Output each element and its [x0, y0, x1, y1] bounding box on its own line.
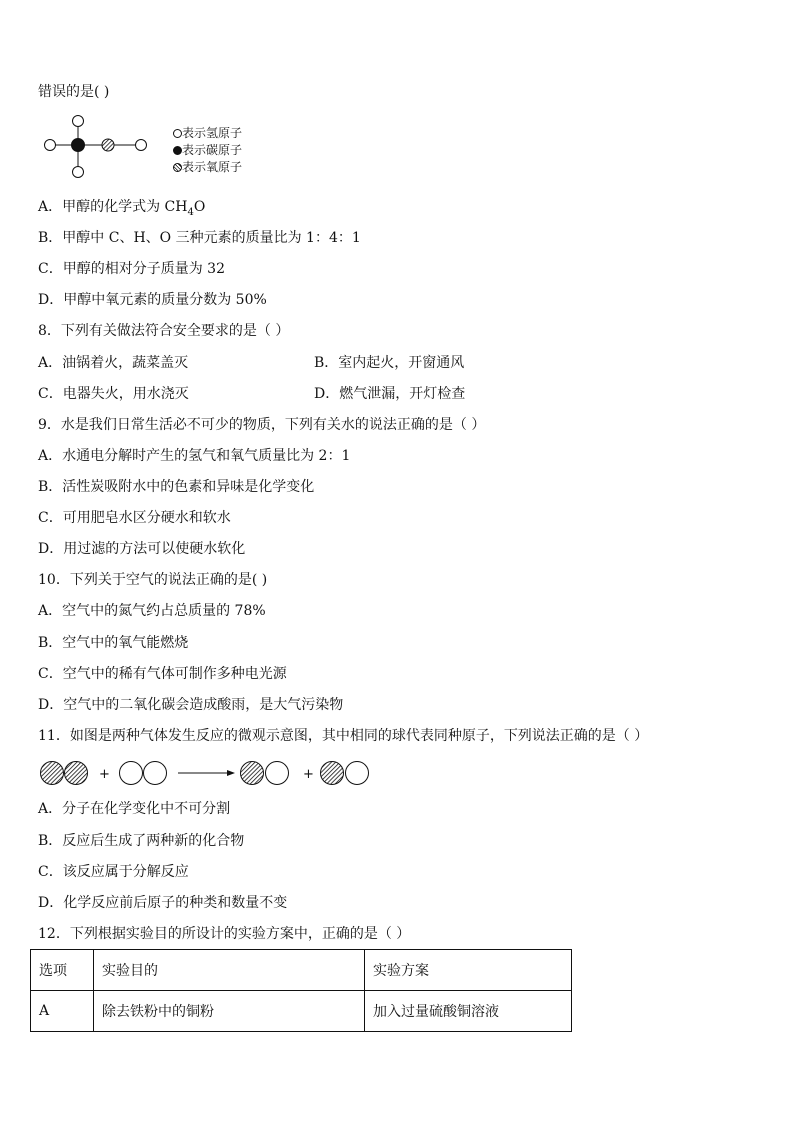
question-7-tail: 错误的是( ): [38, 84, 110, 100]
table-cell: A: [31, 991, 94, 1032]
q9-option-a: A．水通电分解时产生的氢气和氧气质量比为 2：1: [38, 448, 351, 464]
q11-option-b: B．反应后生成了两种新的化合物: [38, 833, 245, 849]
table-header-cell: 实验目的: [94, 950, 365, 991]
table-cell: 除去铁粉中的铜粉: [94, 991, 365, 1032]
q7-option-c: C．甲醇的相对分子质量为 32: [38, 261, 225, 277]
q9-option-b: B．活性炭吸附水中的色素和异味是化学变化: [38, 479, 315, 495]
question-9-stem: 9．水是我们日常生活必不可少的物质，下列有关水的说法正确的是（ ）: [38, 417, 486, 433]
q7-option-d: D．甲醇中氧元素的质量分数为 50%: [38, 292, 267, 308]
q7-option-b: B．甲醇中 C、H、O 三种元素的质量比为 1：4：1: [38, 230, 361, 246]
oxygen-atom: [102, 139, 114, 151]
q8-option-b: B．室内起火，开窗通风: [314, 355, 465, 371]
white-circle-icon: [173, 129, 182, 138]
question-12-stem: 12．下列根据实验目的所设计的实验方案中，正确的是（ ）: [38, 926, 411, 942]
q11-option-c: C．该反应属于分解反应: [38, 864, 189, 880]
q8-option-d: D．燃气泄漏，开灯检查: [314, 386, 466, 402]
question-11-stem: 11．如图是两种气体发生反应的微观示意图，其中相同的球代表同种原子，下列说法正确的是（ ）: [38, 728, 649, 744]
hydrogen-atom: [73, 116, 84, 127]
table-header-cell: 选项: [31, 950, 94, 991]
legend-carbon: 表示碳原子: [173, 142, 242, 158]
hydrogen-atom: [73, 167, 84, 178]
plus-sign: +: [99, 767, 110, 782]
hatched-circle-icon: [173, 163, 182, 172]
experiment-table: [30, 949, 572, 1032]
hydrogen-atom: [45, 140, 56, 151]
reaction-diagram: [38, 758, 378, 790]
carbon-atom: [72, 139, 85, 152]
q9-option-c: C．可用肥皂水区分硬水和软水: [38, 510, 231, 526]
q8-option-a: A．油锅着火，蔬菜盖灭: [38, 355, 189, 371]
question-10-stem: 10．下列关于空气的说法正确的是( ): [38, 572, 268, 588]
table-row: [31, 991, 572, 1032]
q10-option-c: C．空气中的稀有气体可制作多种电光源: [38, 666, 287, 682]
q7-option-a: A．甲醇的化学式为 $CH_4O$: [38, 199, 206, 218]
table-header-row: [31, 950, 572, 991]
q11-option-a: A．分子在化学变化中不可分割: [38, 801, 231, 817]
q11-option-d: D．化学反应前后原子的种类和数量不变: [38, 895, 288, 911]
plus-sign: +: [303, 767, 314, 782]
legend-oxygen: 表示氧原子: [173, 159, 242, 175]
q10-option-b: B．空气中的氧气能燃烧: [38, 635, 189, 651]
legend-hydrogen: 表示氢原子: [173, 125, 242, 141]
table-cell: 加入过量硫酸铜溶液: [365, 991, 572, 1032]
q8-option-c: C．电器失火，用水浇灭: [38, 386, 189, 402]
hydrogen-atom: [136, 140, 147, 151]
question-8-stem: 8．下列有关做法符合安全要求的是（ ）: [38, 323, 290, 339]
black-circle-icon: [173, 146, 182, 155]
q10-option-a: A．空气中的氮气约占总质量的 78%: [38, 603, 266, 619]
methanol-molecule-diagram: [38, 112, 158, 184]
q9-option-d: D．用过滤的方法可以使硬水软化: [38, 541, 246, 557]
q10-option-d: D．空气中的二氧化碳会造成酸雨，是大气污染物: [38, 697, 344, 713]
table-header-cell: 实验方案: [365, 950, 572, 991]
